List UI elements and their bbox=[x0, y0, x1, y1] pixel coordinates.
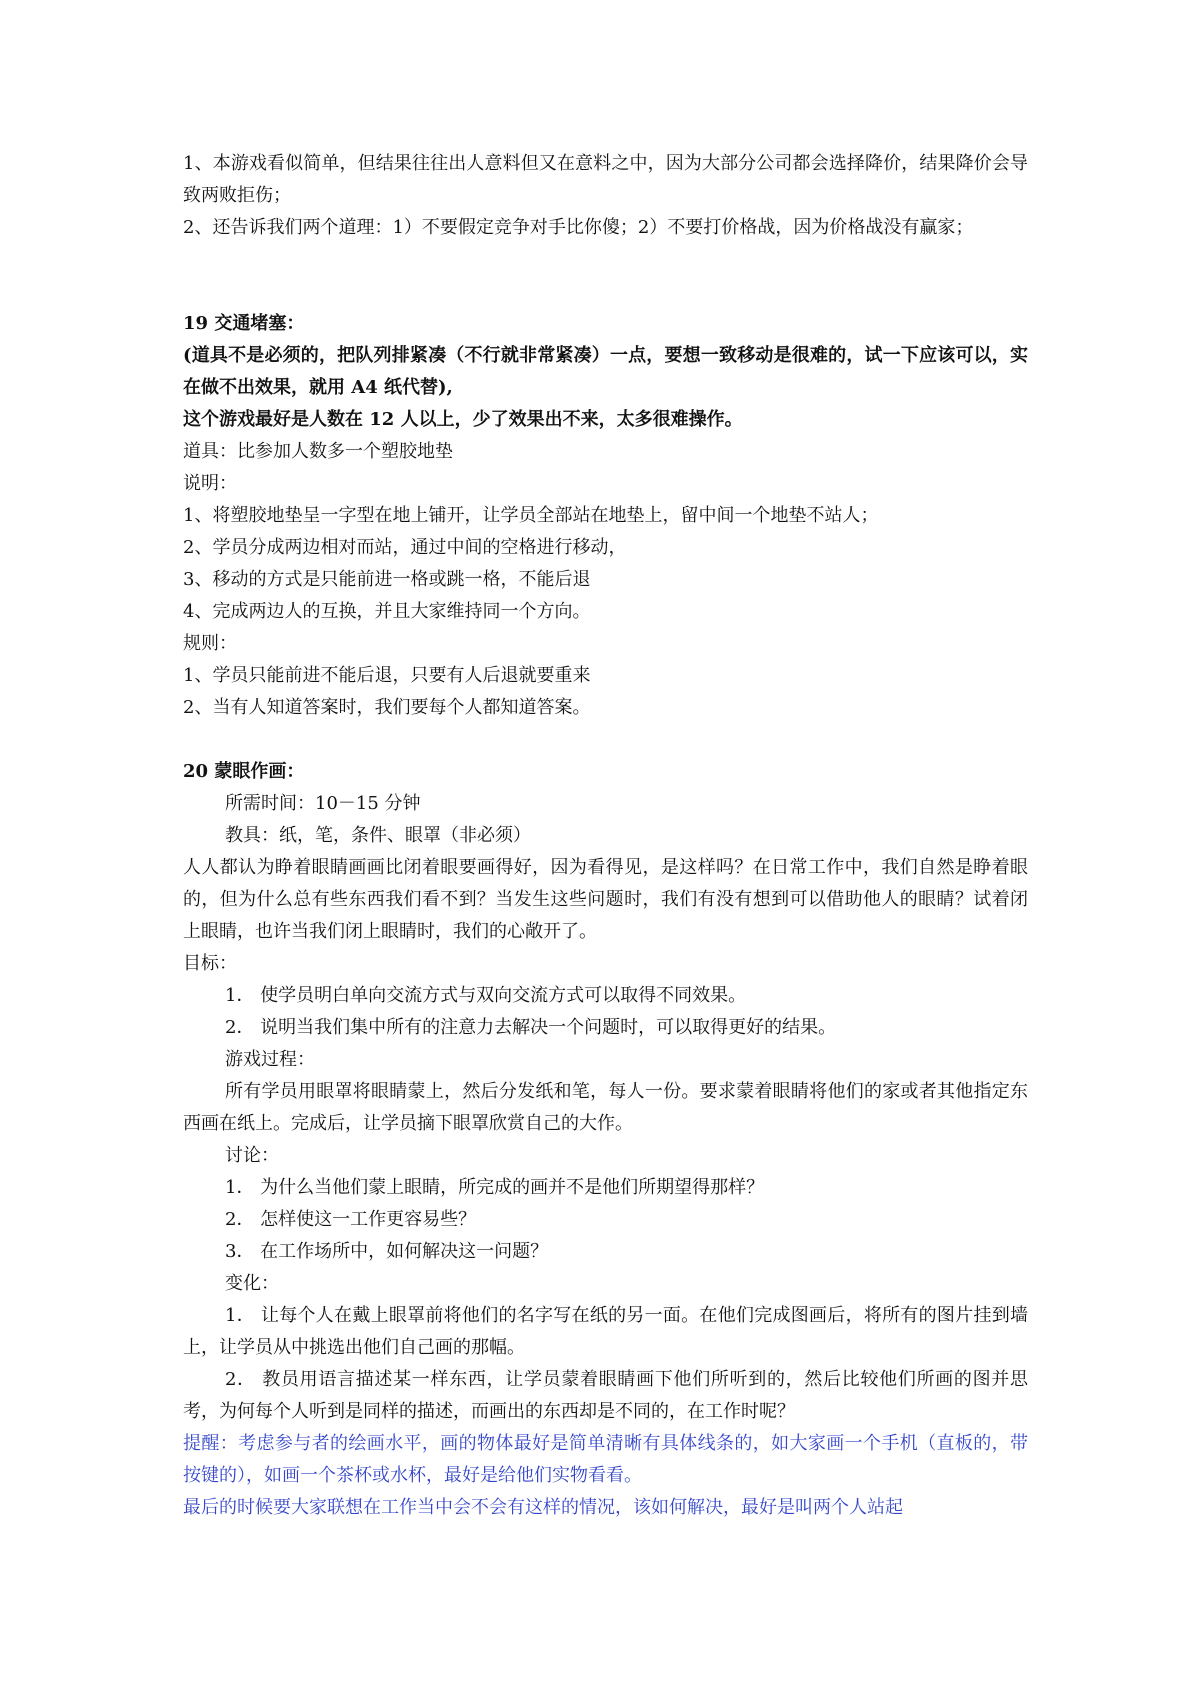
process-paragraph: 所有学员用眼罩将眼睛蒙上，然后分发纸和笔，每人一份。要求蒙着眼睛将他们的家或者其他指定东西画在纸上。完成后，让学员摘下眼罩欣赏自己的大作。 bbox=[183, 1081, 1028, 1134]
list-item: 4、完成两边人的互换，并且大家维持同一个方向。 bbox=[183, 601, 591, 622]
goal-label: 目标： bbox=[183, 953, 237, 974]
explain-label: 说明： bbox=[183, 473, 237, 494]
list-item: 2． 说明当我们集中所有的注意力去解决一个问题时，可以取得更好的结果。 bbox=[225, 1017, 837, 1038]
section-intro bbox=[183, 148, 1028, 244]
paragraph: 1、本游戏看似简单，但结果往往出人意料但又在意料之中，因为大部分公司都会选择降价，结果降价会导致两败拒伤； bbox=[183, 153, 1028, 206]
spacer bbox=[183, 724, 1028, 756]
section-19 bbox=[183, 308, 1028, 724]
process-label: 游戏过程： bbox=[225, 1049, 315, 1070]
bold-note: (道具不是必须的，把队列排紧凑（不行就非常紧凑）一点，要想一致移动是很难的，试一下应该可以，实在做不出效果，就用 A4 纸代替), bbox=[183, 345, 1028, 398]
reminder-paragraph: 提醒：考虑参与者的绘画水平，画的物体最好是简单清晰有具体线条的，如大家画一个手机（直板的，带按键的），如画一个茶杯或水杯，最好是给他们实物看看。 bbox=[183, 1433, 1028, 1486]
list-item: 1、学员只能前进不能后退，只要有人后退就要重来 bbox=[183, 665, 591, 686]
document-page bbox=[183, 148, 1028, 1524]
discuss-label: 讨论： bbox=[225, 1145, 279, 1166]
list-item: 2． 教员用语言描述某一样东西，让学员蒙着眼睛画下他们所听到的，然后比较他们所画的图并思考，为何每个人听到是同样的描述，而画出的东西却是不同的，在工作时呢？ bbox=[183, 1369, 1028, 1422]
paragraph: 2、还告诉我们两个道理：1）不要假定竞争对手比你傻；2）不要打价格战，因为价格战没有赢家； bbox=[183, 217, 974, 238]
variation-label: 变化： bbox=[225, 1273, 279, 1294]
props-line: 道具：比参加人数多一个塑胶地垫 bbox=[183, 441, 453, 462]
time-line: 所需时间：10－15 分钟 bbox=[225, 793, 421, 814]
section-19-title: 19 交通堵塞： bbox=[183, 313, 305, 334]
list-item: 3． 在工作场所中，如何解决这一问题？ bbox=[225, 1241, 549, 1262]
tools-line: 教具：纸，笔，条件、眼罩（非必须） bbox=[225, 825, 531, 846]
list-item: 2、当有人知道答案时，我们要每个人都知道答案。 bbox=[183, 697, 591, 718]
list-item: 1． 使学员明白单向交流方式与双向交流方式可以取得不同效果。 bbox=[225, 985, 747, 1006]
list-item: 3、移动的方式是只能前进一格或跳一格，不能后退 bbox=[183, 569, 591, 590]
rules-label: 规则： bbox=[183, 633, 237, 654]
list-item: 1． 为什么当他们蒙上眼睛，所完成的画并不是他们所期望得那样？ bbox=[225, 1177, 765, 1198]
section-20-title: 20 蒙眼作画： bbox=[183, 761, 305, 782]
list-item: 2． 怎样使这一工作更容易些？ bbox=[225, 1209, 477, 1230]
list-item: 1、将塑胶地垫呈一字型在地上铺开，让学员全部站在地垫上，留中间一个地垫不站人； bbox=[183, 505, 879, 526]
section-20 bbox=[183, 756, 1028, 1524]
spacer bbox=[183, 244, 1028, 308]
intro-paragraph: 人人都认为睁着眼睛画画比闭着眼要画得好，因为看得见，是这样吗？在日常工作中，我们自然是睁着眼的，但为什么总有些东西我们看不到？当发生这些问题时，我们有没有想到可以借助他人的眼睛？试着闭上眼睛，也许当我们闭上眼睛时，我们的心敞开了。 bbox=[183, 857, 1028, 942]
reminder-paragraph: 最后的时候要大家联想在工作当中会不会有这样的情况，该如何解决，最好是叫两个人站起 bbox=[183, 1497, 903, 1518]
bold-note: 这个游戏最好是人数在 12 人以上，少了效果出不来，太多很难操作。 bbox=[183, 409, 743, 430]
list-item: 1． 让每个人在戴上眼罩前将他们的名字写在纸的另一面。在他们完成图画后，将所有的图片挂到墙上，让学员从中挑选出他们自己画的那幅。 bbox=[183, 1305, 1028, 1358]
list-item: 2、学员分成两边相对而站，通过中间的空格进行移动， bbox=[183, 537, 627, 558]
